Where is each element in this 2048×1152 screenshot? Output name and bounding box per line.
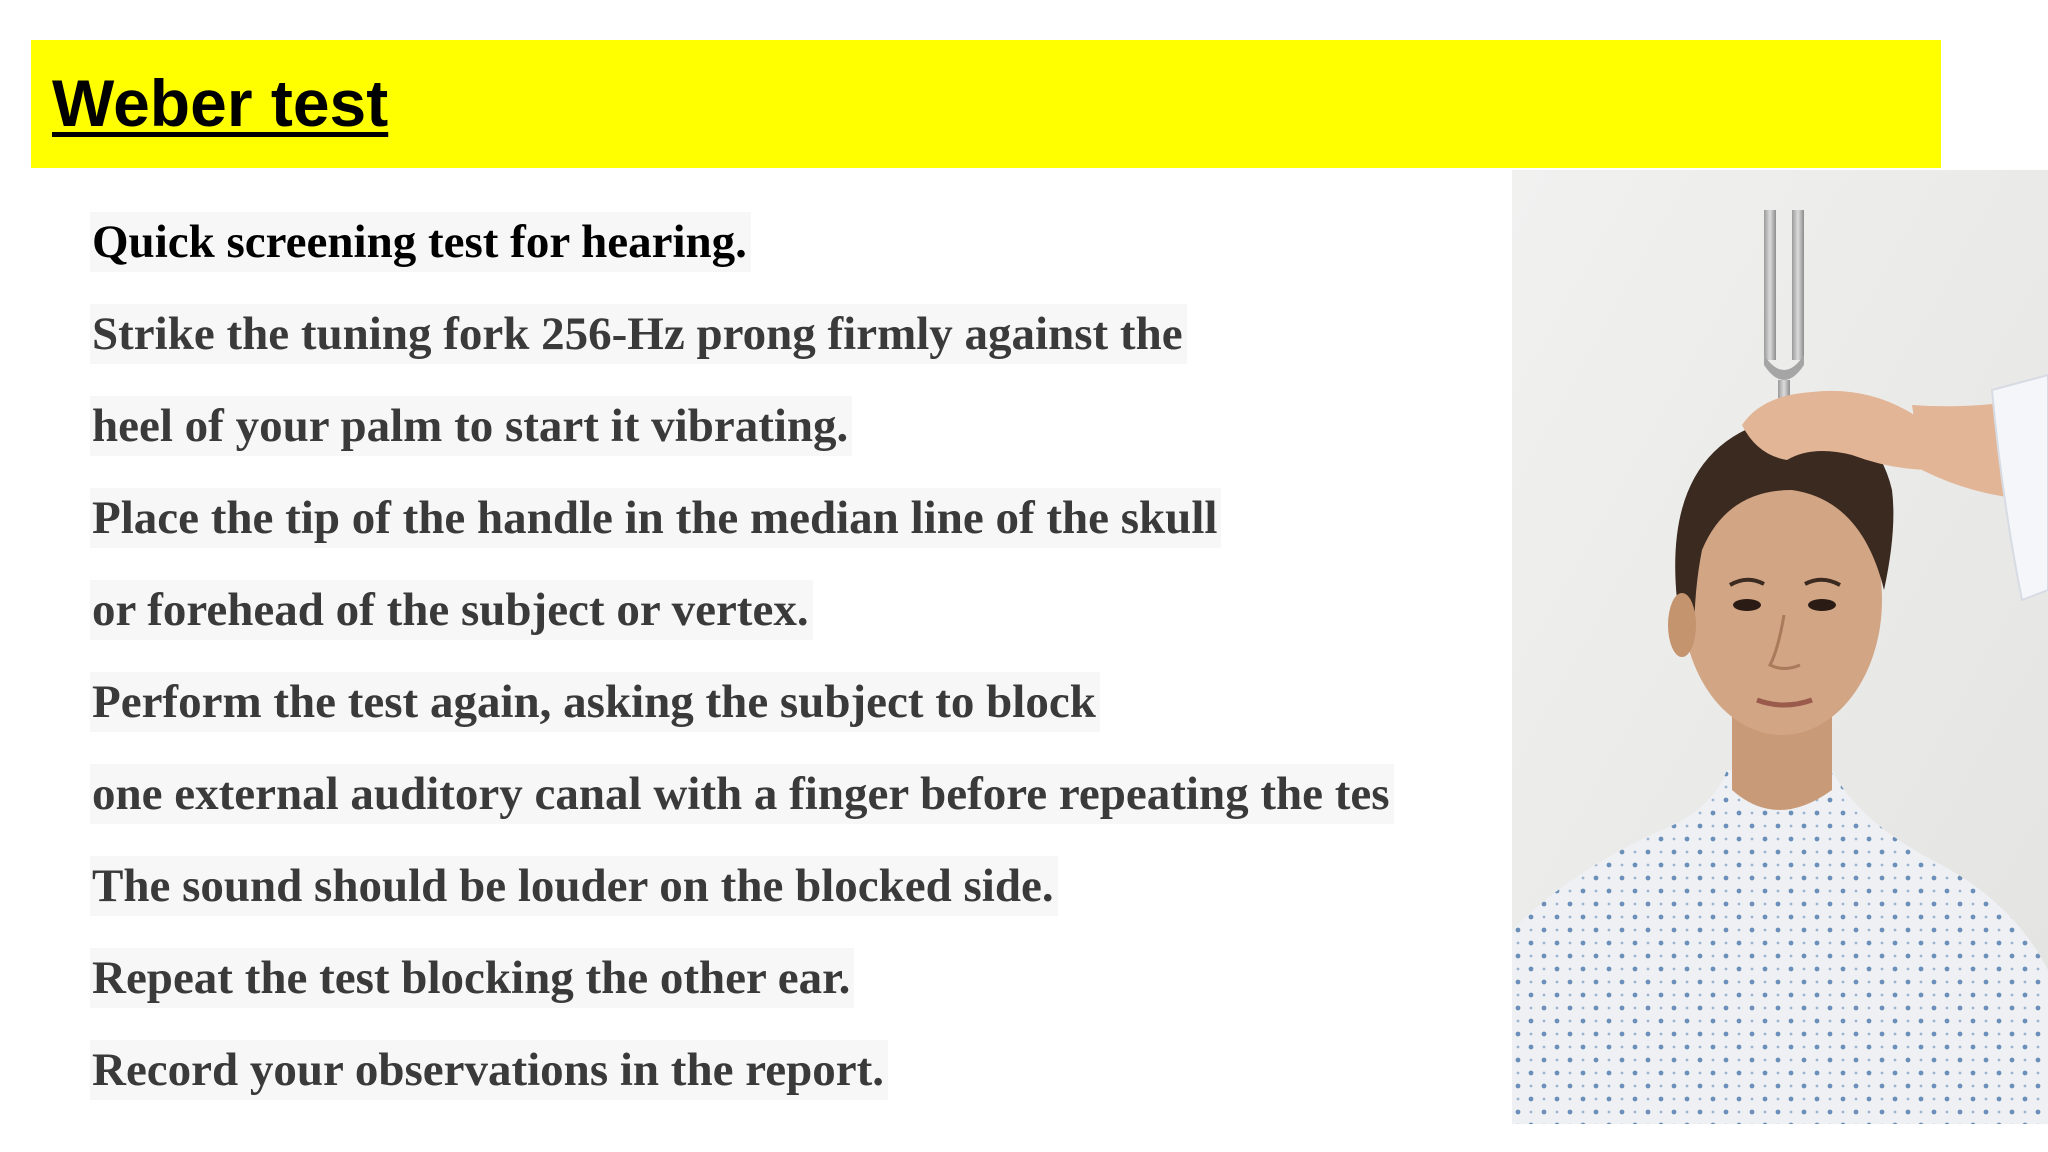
instruction-line: or forehead of the subject or vertex. xyxy=(90,580,1510,672)
instruction-line: Repeat the test blocking the other ear. xyxy=(90,948,1510,1040)
patient-ear xyxy=(1668,593,1696,657)
instruction-line: Perform the test again, asking the subject to block xyxy=(90,672,1510,764)
slide-title: Weber test xyxy=(52,66,389,140)
patient-tuning-fork-photo xyxy=(1512,170,2048,1124)
instruction-line: Quick screening test for hearing. xyxy=(90,212,1510,304)
instruction-list xyxy=(90,212,1510,1112)
instruction-line: Strike the tuning fork 256-Hz prong firmly against the xyxy=(90,304,1510,396)
instruction-line: The sound should be louder on the blocked side. xyxy=(90,856,1510,948)
instruction-line: heel of your palm to start it vibrating. xyxy=(90,396,1510,488)
tuning-fork-prong-right xyxy=(1792,210,1804,360)
patient-eye-left xyxy=(1733,599,1761,611)
photo-illustration xyxy=(1512,170,2048,1124)
instruction-line: Place the tip of the handle in the median line of the skull xyxy=(90,488,1510,580)
instruction-line: Record your observations in the report. xyxy=(90,1040,1510,1112)
tuning-fork-prong-left xyxy=(1764,210,1776,360)
patient-eye-right xyxy=(1808,599,1836,611)
instruction-line: one external auditory canal with a finger before repeating the tes xyxy=(90,764,1510,856)
